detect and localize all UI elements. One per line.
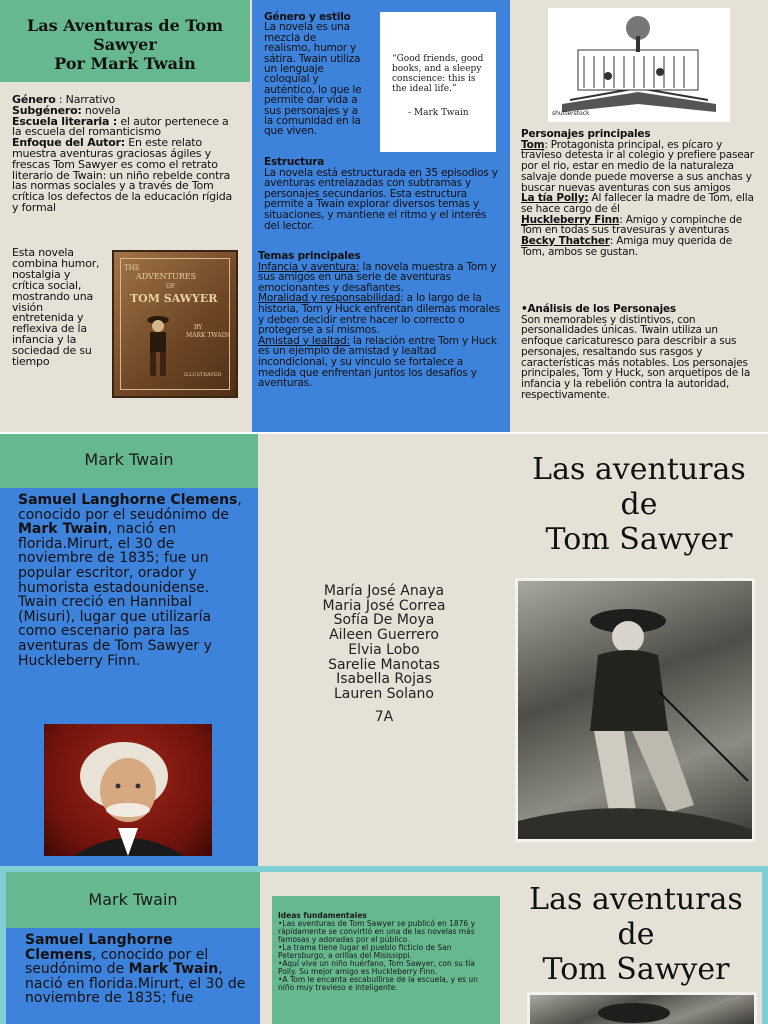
book-cover-title: TOM SAWYER — [130, 292, 218, 305]
title-line-3: Por Mark Twain — [54, 54, 196, 73]
author-pen-name: Mark Twain — [18, 521, 108, 538]
polly-label: La tía Polly: — [521, 192, 589, 205]
tema2-text: : a lo largo de la historia, Tom y Huck enfrentan dilemas morales y deben decidir entre hacer lo correcto o protegerse a sí mismos. — [258, 292, 500, 337]
huck-label: Huckleberry Finn — [521, 213, 620, 226]
author-bio-part2: , nació en florida.Mirurt, el 30 de noviembre de 1835; fue un popular escritor, orador y humorista estadounidense. Twain creció en Hannibal (Misuri), lugar que utilizaría como escenario para las aventuras de Tom Sawyer y Huckleberry Finn. — [18, 521, 212, 669]
boy-figure-illustration — [138, 312, 178, 382]
book-cover-image — [112, 250, 238, 398]
genero-estilo-title: Género y estilo — [264, 11, 351, 23]
tema1-text: la novela muestra a Tom y sus amigos en una serie de aventuras emocionantes y desafiantes. — [258, 260, 497, 294]
book-cover-top: THE — [124, 264, 140, 272]
bottom-cover-title — [510, 882, 762, 987]
tema3-label: Amistad y lealtad: — [258, 334, 350, 347]
tom-sawyer-engraving — [515, 578, 755, 842]
enfoque-value: En este relato muestra aventuras graciosas ágiles y frescas Tom Sawyer es como el retrato literario de Twain: un niño rebelde contra las normas sociales y a través de Tom crítica los defectos de la educación rígida y formal — [12, 136, 233, 214]
cover-title — [510, 452, 768, 557]
book-cover-illustrated: ILLUSTRATED — [184, 372, 222, 378]
ideas-title: Ideas fundamentales — [278, 911, 367, 920]
analisis-text: Son memorables y distintivos, con personalidades únicas. Twain utiliza un enfoque caricaturesco para describir a sus personajes, resaltando sus rasgos y características más notables. Los personajes principales, Tom y Huck, son arquetipos de la infancia y la rebelión contra la autoridad, respectivamente. — [521, 313, 751, 401]
book-cover-of: OF — [166, 283, 176, 290]
bottom-author-bio-part2: , nació en florida.Mirurt, el 30 de noviembre de 1835; fue — [25, 961, 246, 1007]
author-portrait — [44, 724, 212, 856]
book-cover-author: MARK TWAIN — [186, 332, 230, 339]
grade-label: 7A — [374, 708, 394, 725]
book-title-heading — [0, 16, 250, 73]
bottom-cover-title-line-2: de — [617, 917, 655, 952]
book-cover-adventures: ADVENTURES — [136, 272, 197, 281]
student-name: Lauren Solano — [334, 685, 434, 702]
tema1-label: Infancia y aventura: — [258, 260, 360, 273]
open-book-illustration — [548, 8, 730, 122]
polly-text: Al fallecer la madre de Tom, ella se hace cargo de él — [521, 192, 754, 215]
bottom-author-real-name: Samuel Langhorne Clemens — [25, 933, 173, 963]
student-name: Maria José Correa — [322, 597, 446, 614]
idea-2: •La trama tiene lugar el pueblo ficticio de San Petersburgo, a orillas del Misissippi. — [278, 943, 452, 960]
book-illustration-image — [548, 8, 730, 122]
bottom-cover-title-line-3: Tom Sawyer — [542, 952, 730, 987]
enfoque-label: Enfoque del Autor: — [12, 136, 126, 150]
student-name: Aileen Guerrero — [329, 627, 439, 644]
escuela-value: el autor pertenece a la escuela del romanticismo — [12, 114, 229, 139]
becky-text: : Amiga muy querida de Tom, ambos se gustan. — [521, 235, 733, 258]
bottom-cover-title-line-1: Las aventuras — [529, 882, 743, 917]
student-names-list — [258, 584, 510, 724]
personajes-block — [521, 129, 755, 257]
bottom-author-pen-name: Mark Twain — [128, 961, 219, 978]
cover-title-line-3: Tom Sawyer — [545, 522, 733, 557]
temas-block — [258, 251, 500, 389]
quote-author: - Mark Twain — [408, 108, 469, 118]
genero-label: Género — [12, 93, 56, 106]
quote-text: “Good friends, good books, and a sleepy conscience: this is the ideal life.” — [392, 54, 484, 94]
idea-4: •A Tom le encanta escabullirse de la escuela, y es un niño muy travieso e inteligente. — [278, 975, 478, 992]
bottom-author-bio-part1: , conocido por el seudónimo de — [25, 946, 209, 978]
boy-sitting-illustration — [518, 581, 755, 842]
book-cover-by: BY — [194, 324, 203, 331]
mark-twain-portrait — [44, 724, 212, 856]
estructura-title: Estructura — [264, 156, 325, 168]
quote-card — [380, 12, 496, 152]
student-name: Sarelie Manotas — [328, 656, 440, 673]
ideas-card — [272, 896, 500, 1024]
cover-title-line-1: Las aventuras — [532, 452, 746, 487]
huck-text: : Amigo y compinche de Tom en todas sus travesuras y aventuras — [521, 213, 743, 237]
subgenero-value: novela — [81, 103, 121, 117]
personajes-title: Personajes principales — [521, 128, 651, 140]
estructura-text: La novela está estructurada en 35 episodios y aventuras entrelazadas con subtramas y personajes secundarios. Esta estructura permite a Twain explorar diversos temas y situaciones, y mantiene el ritmo y el interés del lector. — [264, 166, 498, 232]
student-name: Sofía De Moya — [333, 612, 435, 629]
title-line-1: Las Aventuras de Tom — [26, 16, 224, 35]
student-name: Elvia Lobo — [348, 641, 420, 658]
escuela-label: Escuela literaria : — [12, 114, 118, 128]
bottom-boy-hat-illustration — [530, 995, 757, 1024]
cover-title-line-2: de — [620, 487, 658, 522]
tom-label: Tom — [521, 138, 545, 151]
analisis-block — [521, 304, 755, 400]
temas-title: Temas principales — [258, 250, 361, 262]
tema3-text: la relación entre Tom y Huck es un ejemplo de amistad y lealtad incondicional, y su vínculo se fortalece a medida que enfrentan juntos los desafíos y aventuras. — [258, 334, 497, 390]
image-watermark: shutterstock — [552, 110, 590, 117]
student-name: Isabella Rojas — [336, 671, 432, 688]
genero-estilo-text: La novela es una mezcla de realismo, humor y sátira. Twain utiliza un lenguaje coloquial y auténtico, lo que le permite dar vida a sus personajes y a la comunidad en la que viven. — [264, 21, 362, 138]
genero-value: : Narrativo — [55, 93, 116, 106]
novela-description: Esta novela combina humor, nostalgia y crítica social, mostrando una visión entretenida y reflexiva de la infancia y la sociedad de su tiempo — [12, 246, 100, 369]
bottom-author-header: Mark Twain — [88, 890, 178, 909]
author-bio — [18, 493, 246, 668]
idea-1: •Las aventuras de Tom Sawyer se publicó en 1876 y rápidamente se convirtió en una de las novelas más famosas y adoradas por el público. — [278, 919, 476, 944]
author-header: Mark Twain — [84, 450, 174, 469]
bottom-author-bio — [25, 933, 247, 1024]
becky-label: Becky Thatcher — [521, 235, 610, 248]
tom-text: : Protagonista principal, es pícaro y travieso detesta ir al colegio y prefiere pasear por el rio, estar en medio de la naturaleza salvaje donde puede moverse a sus anchas y buscar nuevas aventuras con sus amigos — [521, 138, 754, 194]
student-name: María José Anaya — [323, 583, 445, 599]
title-line-2: Sawyer — [93, 35, 157, 54]
bottom-engraving — [527, 992, 757, 1024]
tema2-label: Moralidad y responsabilidad — [258, 292, 401, 305]
author-real-name: Samuel Langhorne Clemens — [18, 492, 238, 508]
estructura-block — [264, 157, 500, 231]
idea-3: •Aquí vive un niño huérfano, Tom Sawyer, con su tía Polly. Su mejor amigo es Huckleberry Finn. — [278, 959, 475, 976]
genero-estilo-block — [264, 12, 364, 137]
analisis-title: •Análisis de los Personajes — [521, 303, 676, 315]
summary-text — [12, 95, 234, 214]
subgenero-label: Subgénero: — [12, 103, 82, 117]
author-bio-part1: , conocido por el seudónimo de — [18, 492, 242, 523]
